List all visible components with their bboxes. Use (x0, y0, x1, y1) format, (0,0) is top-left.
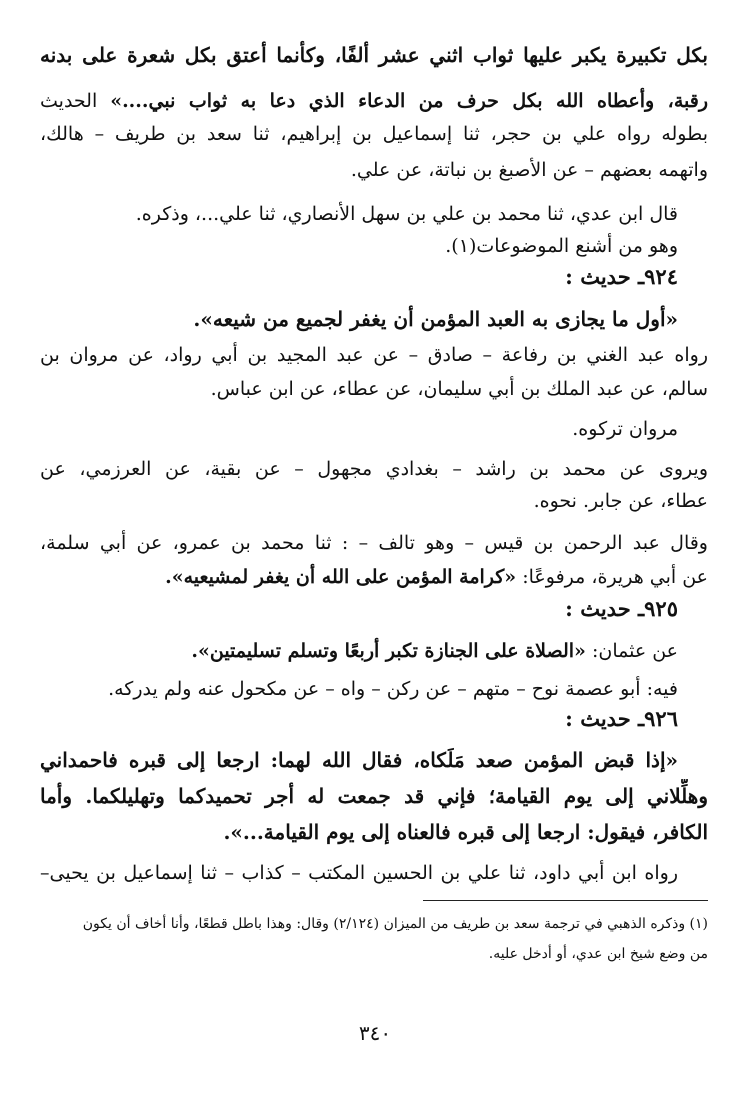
text-line-16: فيه: أبو عصمة نوح – متهم – عن ركن – واه – عن مكحول عنه ولم يدركه. (108, 678, 678, 700)
footnote-line-2: من وضع شيخ ابن عدي، أو أدخل عليه. (488, 946, 708, 962)
hadith-text-fragment: رقبة، وأعطاه الله بكل حرف من الدعاء الذي دعا به ثواب نبي....» (110, 90, 708, 112)
text-line-4: واتهمه بعضهم – عن الأصبغ بن نباتة، عن علي. (350, 159, 708, 181)
text-line-5: قال ابن عدي، ثنا محمد بن علي بن سهل الأنصاري، ثنا علي...، وذكره. (135, 203, 678, 225)
hadith-heading-926: ٩٢٦ـ حديث : (565, 706, 678, 731)
text-line-6: وهو من أشنع الموضوعات(١). (445, 235, 678, 257)
text-line-11: ويروى عن محمد بن راشد – بغدادي مجهول – عن بقية، عن العرزمي، عن (40, 458, 708, 480)
page-number: ٣٤٠ (358, 1021, 392, 1045)
hadith-text-926-line-3: الكافر، فيقول: ارجعا إلى قبره فالعناه إلى يوم القيامة...». (223, 820, 708, 844)
hadith-text-926-line-2: وهلِّلاني إلى يوم القيامة؛ فإني قد جمعت له أجر تحميدكما وتهليلكما. وأما (40, 784, 708, 808)
text-line-13: وقال عبد الرحمن بن قيس – وهو تالف – : ثنا محمد بن عمرو، عن أبي سلمة، (40, 532, 708, 554)
hadith-heading-925: ٩٢٥ـ حديث : (565, 596, 678, 621)
text-line-15 (40, 634, 678, 668)
text-fragment: عن أبي هريرة، مرفوعًا: (516, 566, 708, 588)
hadith-text-fragment: «كرامة المؤمن على الله أن يغفر لمشيعيه». (165, 566, 517, 588)
text-line-9: سالم، عن عبد الملك بن أبي سليمان، عن عطاء، عن ابن عباس. (210, 378, 708, 400)
text-line-10: مروان تركوه. (572, 418, 678, 440)
text-line-2 (40, 84, 708, 118)
hadith-text-fragment: «الصلاة على الجنازة تكبر أربعًا وتسلم تسليمتين». (191, 640, 586, 662)
hadith-text-926-line-1: «إذا قبض المؤمن صعد مَلَكاه، فقال الله لهما: ارجعا إلى قبره فاحمداني (40, 748, 678, 772)
text-line-20: رواه ابن أبي داود، ثنا علي بن الحسين المكتب – كذاب – ثنا إسماعيل بن يحيى– (40, 862, 678, 884)
footnote-line-1: (١) وذكره الذهبي في ترجمة سعد بن طريف من الميزان (٢/١٢٤) وقال: وهذا باطل قطعًا، وأنا أخاف أن يكون (82, 916, 708, 932)
hadith-text-924: «أول ما يجازى به العبد المؤمن أن يغفر لجميع من شيعه». (193, 307, 678, 331)
hadith-heading-924: ٩٢٤ـ حديث : (565, 264, 678, 289)
text-line-14 (40, 560, 708, 594)
text-line-8: رواه عبد الغني بن رفاعة – صادق – عن عبد المجيد بن أبي رواد، عن مروان بن (40, 344, 708, 366)
text-line-12: عطاء، عن جابر. نحوه. (533, 490, 708, 512)
text-line-3: بطوله رواه علي بن حجر، ثنا إسماعيل بن إبراهيم، ثنا سعد بن طريف – هالك، (40, 123, 708, 145)
text-fragment: الحديث (40, 90, 111, 112)
text-fragment: عن عثمان: (585, 640, 678, 662)
text-line-1: بكل تكبيرة يكبر عليها ثواب اثني عشر ألفًا، وكأنما أعتق بكل شعرة على بدنه (40, 43, 708, 67)
footnote-divider (423, 900, 708, 901)
